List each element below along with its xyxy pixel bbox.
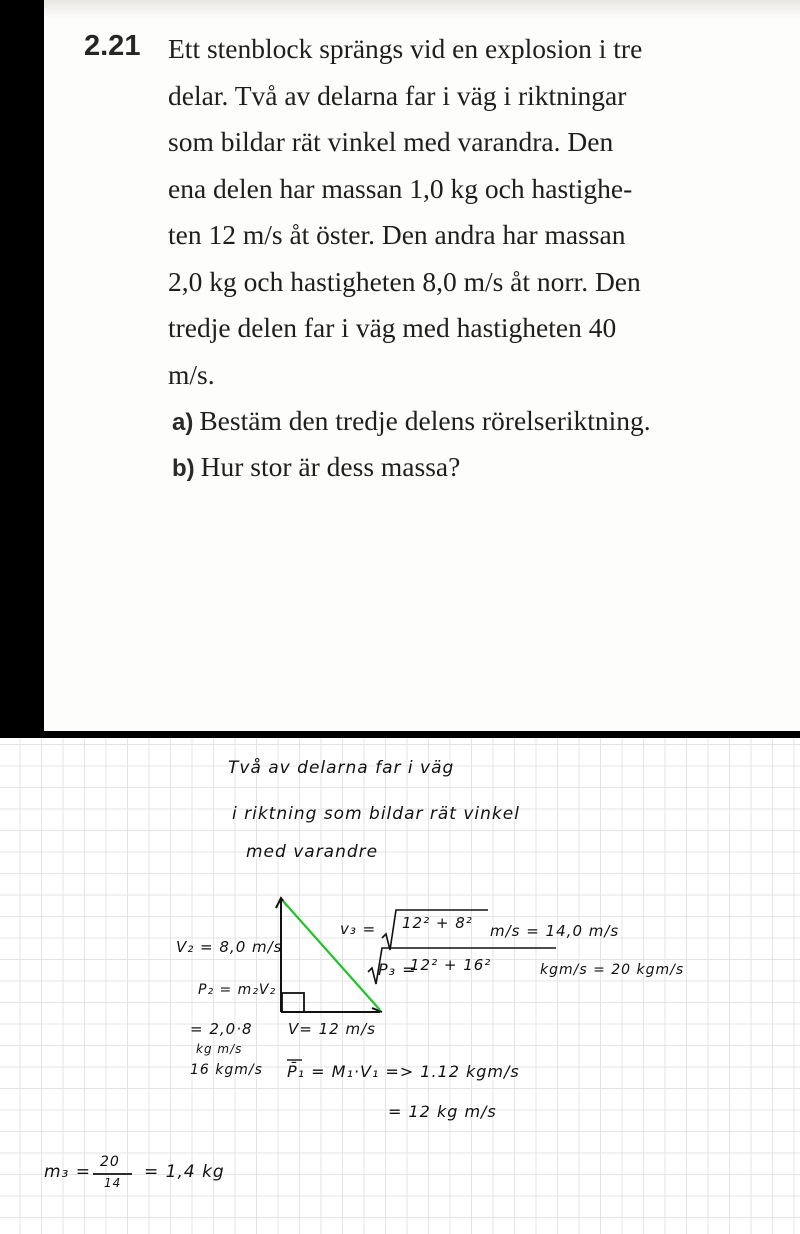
note-line-1: Två av delarna far i väg <box>228 758 455 778</box>
subquestion-b-label: b) <box>172 455 195 482</box>
problem-line: ena delen har massan 1,0 kg och hastighe- <box>168 172 633 204</box>
problem-text <box>168 26 743 398</box>
m3-denominator: 14 <box>104 1176 122 1190</box>
m3-lhs: m₃ = <box>44 1162 92 1182</box>
p2-formula: P₂ = m₂V₂ <box>198 982 277 998</box>
subquestion-a <box>172 405 651 437</box>
v1-label: V= 12 m/s <box>288 1020 376 1038</box>
note-line-2: i riktning som bildar rät vinkel <box>232 804 520 824</box>
v2-label: V₂ = 8,0 m/s <box>176 938 283 956</box>
p2-unit: kg m/s <box>196 1042 243 1056</box>
p3-radicand: 12² + 16² <box>410 956 492 974</box>
m3-result: = 1,4 kg <box>144 1162 225 1182</box>
p3-result: kgm/s = 20 kgm/s <box>540 962 685 978</box>
subquestion-a-text: Bestäm den tredje delens rörelseriktning. <box>199 405 651 436</box>
subquestion-b <box>172 451 460 483</box>
p1-formula: P̄₁ = M₁·V₁ => 1.12 kgm/s <box>287 1062 520 1081</box>
problem-line: Ett stenblock sprängs vid en explosion i tre <box>168 33 643 64</box>
subquestion-a-label: a) <box>172 409 194 436</box>
p2-calc: = 2,0·8 <box>190 1020 253 1038</box>
problem-line: som bildar rät vinkel med varandra. Den <box>168 126 614 157</box>
problem-line: tredje delen far i väg med hastigheten 40 <box>168 312 617 343</box>
p2-result: 16 kgm/s <box>190 1062 263 1078</box>
problem-line: delar. Två av delarna far i väg i riktningar <box>168 79 627 111</box>
textbook-page <box>44 0 800 731</box>
problem-line: ten 12 m/s åt öster. Den andra har massan <box>168 219 626 250</box>
p3-lhs: P₃ = <box>378 960 417 979</box>
m3-numerator: 20 <box>100 1154 120 1170</box>
p1-result: = 12 kg m/s <box>388 1102 497 1121</box>
problem-number: 2.21 <box>84 30 141 62</box>
notebook-grid <box>0 738 800 1234</box>
problem-line: 2,0 kg och hastigheten 8,0 m/s åt norr. Den <box>168 265 641 297</box>
v3-lhs: v₃ = <box>340 920 377 938</box>
v3-result: m/s = 14,0 m/s <box>490 922 620 940</box>
problem-line: m/s. <box>168 358 215 390</box>
v3-radicand: 12² + 8² <box>402 914 473 932</box>
momentum-triangle <box>0 738 800 1234</box>
subquestion-b-text: Hur stor är dess massa? <box>200 451 461 482</box>
note-line-3: med varandre <box>246 842 379 862</box>
